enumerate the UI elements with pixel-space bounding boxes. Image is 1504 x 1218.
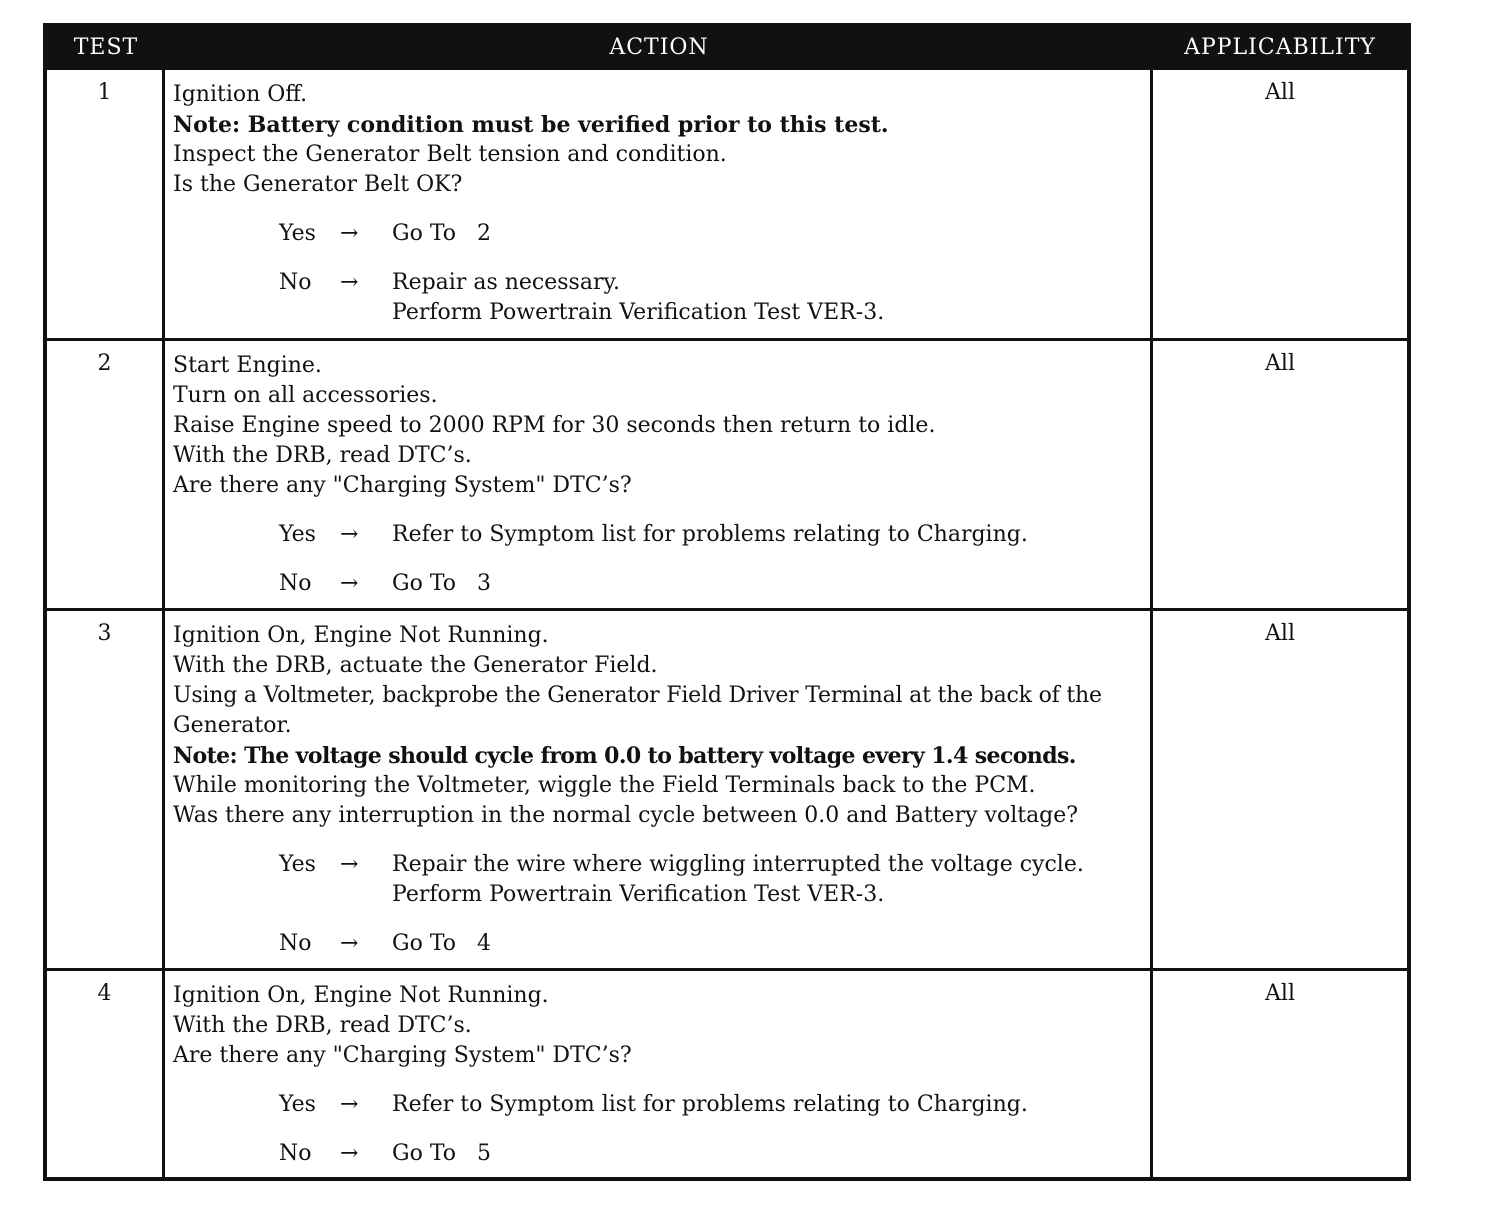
action-line: Are there any "Charging System" DTC’s? bbox=[173, 1043, 632, 1068]
applicability-value: All bbox=[1265, 621, 1295, 646]
action-line: Inspect the Generator Belt tension and condition. bbox=[173, 142, 727, 167]
action-cell bbox=[165, 341, 1153, 608]
result-line: Go To 5 bbox=[392, 1141, 491, 1166]
result-line: Go To 3 bbox=[392, 571, 491, 596]
no-label: No bbox=[279, 571, 312, 596]
applicability-value: All bbox=[1265, 981, 1295, 1006]
right-arrow-icon: → bbox=[340, 852, 359, 877]
no-label: No bbox=[279, 1141, 312, 1166]
applicability-value: All bbox=[1265, 351, 1295, 376]
action-cell bbox=[165, 70, 1153, 338]
right-arrow-icon: → bbox=[340, 931, 359, 956]
action-line: Using a Voltmeter, backprobe the Generator Field Driver Terminal at the back of the bbox=[173, 683, 1102, 708]
yes-result bbox=[392, 850, 1144, 910]
test-number: 3 bbox=[47, 611, 165, 968]
action-line: Are there any "Charging System" DTC’s? bbox=[173, 473, 632, 498]
result-line: Perform Powertrain Verification Test VER-3. bbox=[392, 300, 885, 325]
test-number: 4 bbox=[47, 971, 165, 1177]
no-result bbox=[392, 929, 1144, 959]
result-line: Go To 2 bbox=[392, 221, 491, 246]
action-cell bbox=[165, 971, 1153, 1177]
yes-label: Yes bbox=[279, 1092, 316, 1117]
header-applicability: APPLICABILITY bbox=[1184, 34, 1376, 60]
action-line: Ignition Off. bbox=[173, 82, 308, 107]
action-line: Is the Generator Belt OK? bbox=[173, 172, 463, 197]
yes-label: Yes bbox=[279, 852, 316, 877]
header-action: ACTION bbox=[609, 34, 709, 60]
right-arrow-icon: → bbox=[340, 221, 359, 246]
action-line: Ignition On, Engine Not Running. bbox=[173, 623, 549, 648]
right-arrow-icon: → bbox=[340, 571, 359, 596]
diagnostic-test-table bbox=[43, 23, 1411, 1181]
table-row bbox=[47, 608, 1407, 968]
action-line: Generator. bbox=[173, 713, 292, 738]
action-line: Ignition On, Engine Not Running. bbox=[173, 983, 549, 1008]
action-line: With the DRB, read DTC’s. bbox=[173, 443, 472, 468]
yes-result bbox=[392, 219, 1144, 249]
no-result bbox=[392, 268, 1144, 328]
yes-label: Yes bbox=[279, 522, 316, 547]
no-result bbox=[392, 1139, 1144, 1169]
action-note: Note: The voltage should cycle from 0.0 to battery voltage every 1.4 seconds. bbox=[173, 743, 1076, 769]
result-line: Perform Powertrain Verification Test VER-3. bbox=[392, 882, 885, 907]
table-header bbox=[47, 27, 1407, 67]
header-test: TEST bbox=[73, 34, 139, 60]
no-label: No bbox=[279, 931, 312, 956]
yes-branch bbox=[173, 850, 1144, 910]
action-line: While monitoring the Voltmeter, wiggle the Field Terminals back to the PCM. bbox=[173, 773, 1036, 798]
no-result bbox=[392, 569, 1144, 599]
table-row bbox=[47, 67, 1407, 338]
right-arrow-icon: → bbox=[340, 522, 359, 547]
test-number: 2 bbox=[47, 341, 165, 608]
no-branch bbox=[173, 569, 1144, 599]
no-branch bbox=[173, 268, 1144, 328]
table-row bbox=[47, 338, 1407, 608]
result-line: Repair as necessary. bbox=[392, 270, 620, 295]
table-row bbox=[47, 968, 1407, 1177]
action-line: With the DRB, read DTC’s. bbox=[173, 1013, 472, 1038]
no-branch bbox=[173, 1139, 1144, 1169]
no-branch bbox=[173, 929, 1144, 959]
test-number: 1 bbox=[47, 70, 165, 338]
applicability-value: All bbox=[1265, 80, 1295, 105]
right-arrow-icon: → bbox=[340, 270, 359, 295]
action-line: Turn on all accessories. bbox=[173, 383, 438, 408]
action-note: Note: Battery condition must be verified prior to this test. bbox=[173, 112, 889, 138]
action-line: Start Engine. bbox=[173, 353, 322, 378]
yes-branch bbox=[173, 1090, 1144, 1120]
yes-label: Yes bbox=[279, 221, 316, 246]
result-line: Refer to Symptom list for problems relating to Charging. bbox=[392, 522, 1028, 547]
yes-result bbox=[392, 1090, 1144, 1120]
result-line: Repair the wire where wiggling interrupted the voltage cycle. bbox=[392, 852, 1084, 877]
right-arrow-icon: → bbox=[340, 1092, 359, 1117]
right-arrow-icon: → bbox=[340, 1141, 359, 1166]
result-line: Refer to Symptom list for problems relating to Charging. bbox=[392, 1092, 1028, 1117]
action-line: With the DRB, actuate the Generator Field. bbox=[173, 653, 658, 678]
no-label: No bbox=[279, 270, 312, 295]
yes-branch bbox=[173, 520, 1144, 550]
action-cell bbox=[165, 611, 1153, 968]
action-line: Was there any interruption in the normal cycle between 0.0 and Battery voltage? bbox=[173, 803, 1079, 828]
result-line: Go To 4 bbox=[392, 931, 491, 956]
yes-result bbox=[392, 520, 1144, 550]
yes-branch bbox=[173, 219, 1144, 249]
action-line: Raise Engine speed to 2000 RPM for 30 seconds then return to idle. bbox=[173, 413, 936, 438]
